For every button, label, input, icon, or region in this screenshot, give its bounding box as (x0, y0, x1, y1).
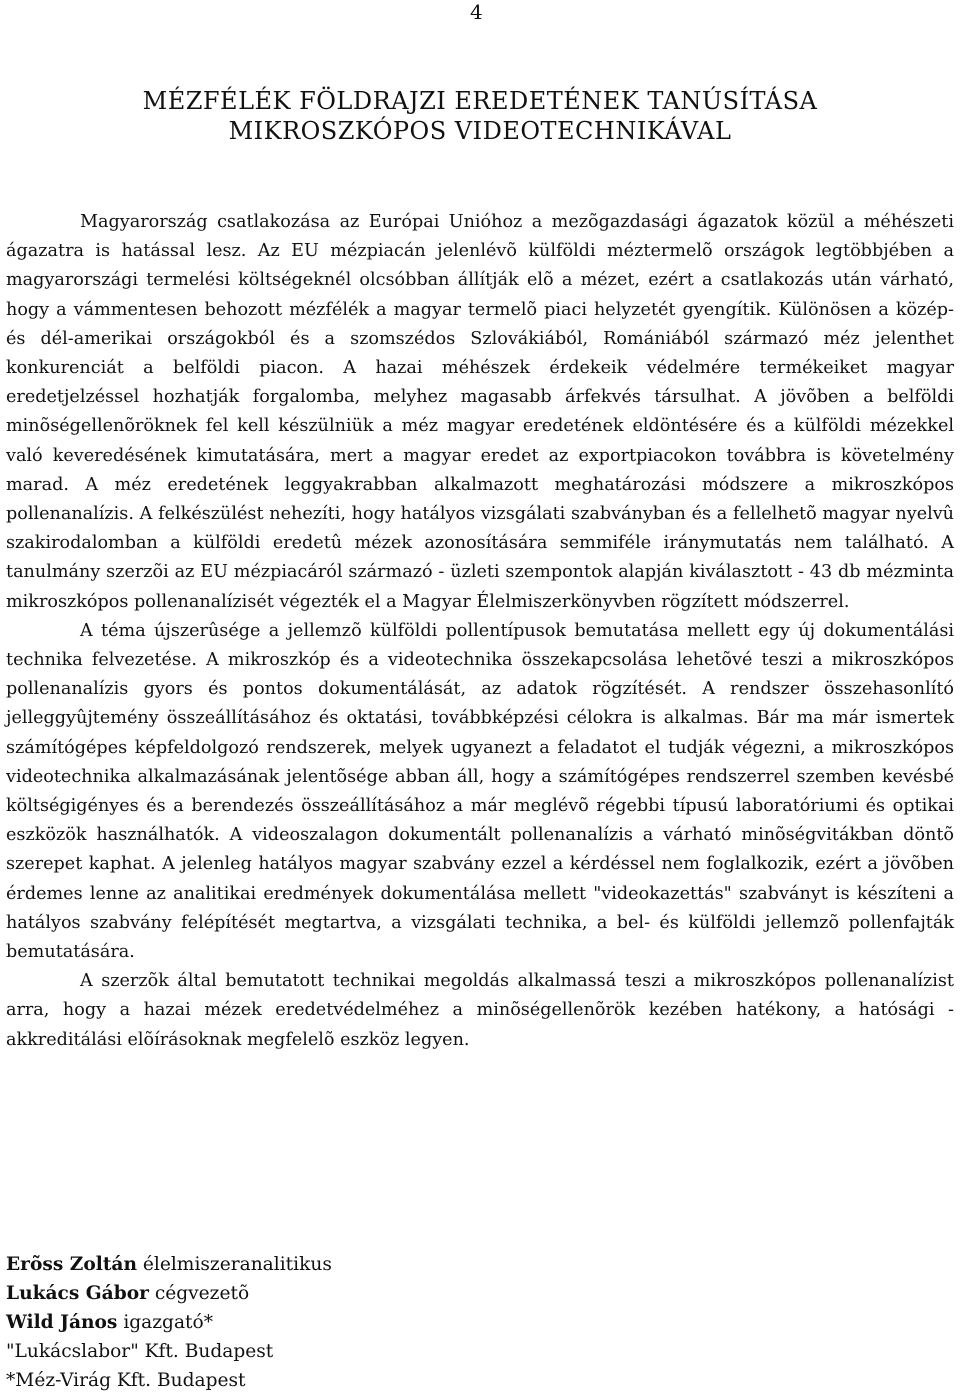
affiliation: "Lukácslabor" Kft. Budapest (6, 1341, 274, 1362)
author-name: Wild János (6, 1312, 118, 1333)
author-role: élelmiszeranalitikus (142, 1254, 332, 1275)
author-role: cégvezetõ (154, 1283, 250, 1304)
author-line (6, 1279, 332, 1308)
paragraph: Magyarország csatlakozása az Európai Unióhoz a mezõgazdasági ágazatok közül a méhészeti ágazatra is hatással lesz. Az EU mézpiacán jelenlévõ külföldi méztermelõ országok legtöbbjében a magyarországi termelési költségeknél olcsóbban állítják elõ a mézet, ezért a csatlakozás után várható, hogy a vámmentesen behozott mézfélék a magyar termelõ piaci helyzetét gyengítik. Különösen a közép- és dél-amerikai országokból és a szomszédos Szlovákiából, Romániából származó méz jelenthet konkurenciát a belföldi piacon. A hazai méhészek érdekeik védelmére termékeiket magyar eredetjelzéssel hozhatják forgalomba, melyhez magasabb árfekvés társulhat. A jövõben a belföldi minõségellenõröknek fel kell készülniük a méz magyar eredetének eldöntésére és a külföldi mézekkel való keveredésének kimutatására, mert a magyar eredet az exportpiacokon továbbra is követelmény marad. A méz eredetének leggyakrabban alkalmazott meghatározási módszere a mikroszkópos pollenanalízis. A felkészülést nehezíti, hogy hatályos vizsgálati szabványban és a fellelhetõ magyar nyelvû szakirodalomban a külföldi eredetû mézek azonosítására semmiféle iránymutatás nem található. A tanulmány szerzõi az EU mézpiacáról származó - üzleti szempontok alapján kiválasztott - 43 db mézminta mikroszkópos pollenanalízisét végezték el a Magyar Élelmiszerkönyvben rögzített módszerrel. (6, 212, 954, 612)
author-name: Erõss Zoltán (6, 1254, 137, 1275)
body-text (6, 208, 954, 1055)
author-role: igazgató* (123, 1312, 213, 1333)
page-number: 4 (470, 0, 483, 24)
paragraph: A szerzõk által bemutatott technikai megoldás alkalmassá teszi a mikroszkópos pollenanalízist arra, hogy a hazai mézek eredetvédelméhez a minõségellenõrök kezében hatékony, a hatósági - akkreditálási elõírásoknak megfelelõ eszköz legyen. (6, 971, 954, 1050)
author-line (6, 1308, 332, 1337)
affiliation: *Méz-Virág Kft. Budapest (6, 1370, 246, 1391)
title-line-2: MIKROSZKÓPOS VIDEOTECHNIKÁVAL (228, 117, 732, 145)
authors-block (6, 1250, 332, 1395)
title-line-1: MÉZFÉLÉK FÖLDRAJZI EREDETÉNEK TANÚSÍTÁSA (142, 87, 818, 115)
author-line (6, 1250, 332, 1279)
document-title (0, 86, 960, 146)
paragraph: A téma újszerûsége a jellemzõ külföldi pollentípusok bemutatása mellett egy új dokumentálási technika felvezetése. A mikroszkóp és a videotechnika összekapcsolása lehetõvé teszi a mikroszkópos pollenanalízis gyors és pontos dokumentálását, az adatok rögzítését. A rendszer összehasonlító jelleggyûjtemény összeállításához és oktatási, továbbképzési célokra is alkalmas. Bár ma már ismertek számítógépes képfeldolgozó rendszerek, melyek ugyanezt a feladatot el tudják végezni, a mikroszkópos videotechnika alkalmazásának jelentõsége abban áll, hogy a számítógépes rendszerrel szemben kevésbé költségigényes és a berendezés összeállításához a már meglévõ régebbi típusú laboratóriumi és optikai eszközök használhatók. A videoszalagon dokumentált pollenanalízis a várható minõségvitákban döntõ szerepet kaphat. A jelenleg hatályos magyar szabvány ezzel a kérdéssel nem foglalkozik, ezért a jövõben érdemes lenne az analitikai eredmények dokumentálása mellett "videokazettás" szabványt is készíteni a hatályos szabvány felépítését megtartva, a vizsgálati technika, a bel- és külföldi jellemzõ pollenfajták bemutatására. (6, 620, 954, 963)
author-name: Lukács Gábor (6, 1283, 149, 1304)
